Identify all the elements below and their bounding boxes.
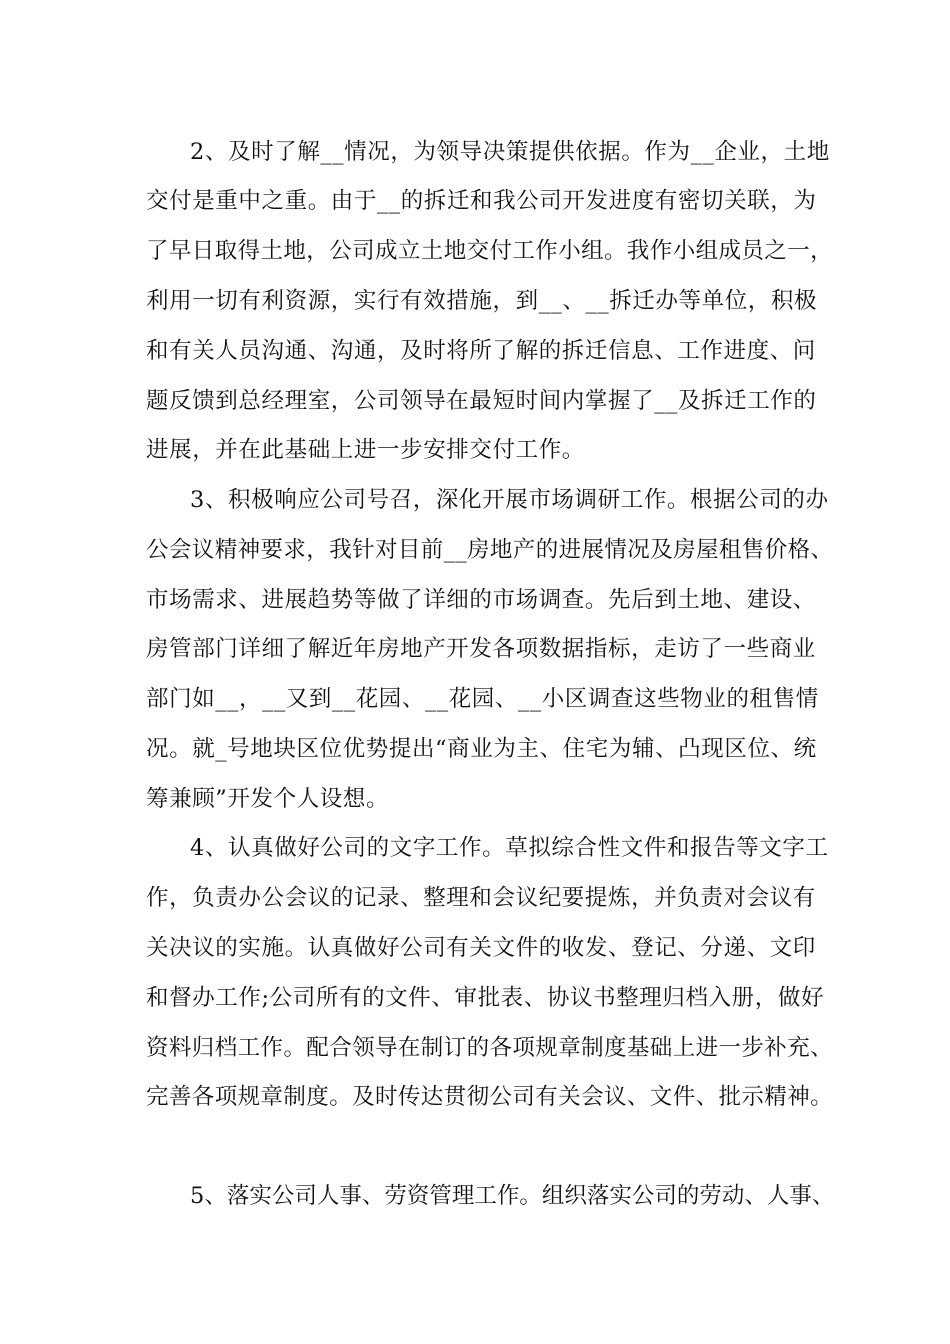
paragraph-2-line-6: 题反馈到总经理室，公司领导在最短时间内掌握了__及拆迁工作的 [146, 388, 817, 414]
paragraph-4-line-2: 作，负责办公会议的记录、整理和会议纪要提炼，并负责对会议有 [146, 885, 816, 911]
paragraph-4-line-4: 和督办工作;公司所有的文件、审批表、协议书整理归档入册，做好 [146, 985, 825, 1011]
paragraph-4-line-3: 关决议的实施。认真做好公司有关文件的收发、登记、分递、文印 [146, 935, 816, 961]
paragraph-2-line-7: 进展，并在此基础上进一步安排交付工作。 [146, 437, 585, 463]
paragraph-5-line-1: 5、落实公司人事、劳资管理工作。组织落实公司的劳动、人事、 [190, 1183, 835, 1209]
paragraph-3-line-4: 房管部门详细了解近年房地产开发各项数据指标，走访了一些商业 [146, 636, 816, 662]
paragraph-3-line-6: 况。就_号地块区位优势提出“商业为主、住宅为辅、凸现区位、统 [146, 736, 817, 762]
paragraph-3-line-7: 筹兼顾”开发个人设想。 [146, 786, 390, 812]
paragraph-3-line-3: 市场需求、进展趋势等做了详细的市场调查。先后到土地、建设、 [146, 587, 816, 613]
paragraph-4-line-6: 完善各项规章制度。及时传达贯彻公司有关会议、文件、批示精神。 [146, 1084, 834, 1110]
paragraph-3-line-2: 公会议精神要求，我针对目前__房地产的进展情况及房屋租售价格、 [146, 537, 834, 563]
paragraph-2-line-5: 和有关人员沟通、沟通，及时将所了解的拆迁信息、工作进度、问 [146, 338, 816, 364]
paragraph-2-line-1: 2、及时了解__情况，为领导决策提供依据。作为__企业，土地 [190, 139, 830, 165]
paragraph-2-line-4: 利用一切有利资源，实行有效措施，到__、__拆迁办等单位，积极 [146, 288, 818, 314]
paragraph-2-line-2: 交付是重中之重。由于__的拆迁和我公司开发进度有密切关联，为 [146, 188, 817, 214]
paragraph-4-line-5: 资料归档工作。配合领导在制订的各项规章制度基础上进一步补充、 [146, 1035, 834, 1061]
paragraph-3-line-1: 3、积极响应公司号召，深化开展市场调研工作。根据公司的办 [190, 487, 829, 513]
paragraph-3-line-5: 部门如__，__又到__花园、__花园、__小区调查这些物业的租售情 [146, 686, 819, 712]
paragraph-2-line-3: 了早日取得土地，公司成立土地交付工作小组。我作小组成员之一， [146, 238, 834, 264]
paragraph-4-line-1: 4、认真做好公司的文字工作。草拟综合性文件和报告等文字工 [190, 835, 829, 861]
